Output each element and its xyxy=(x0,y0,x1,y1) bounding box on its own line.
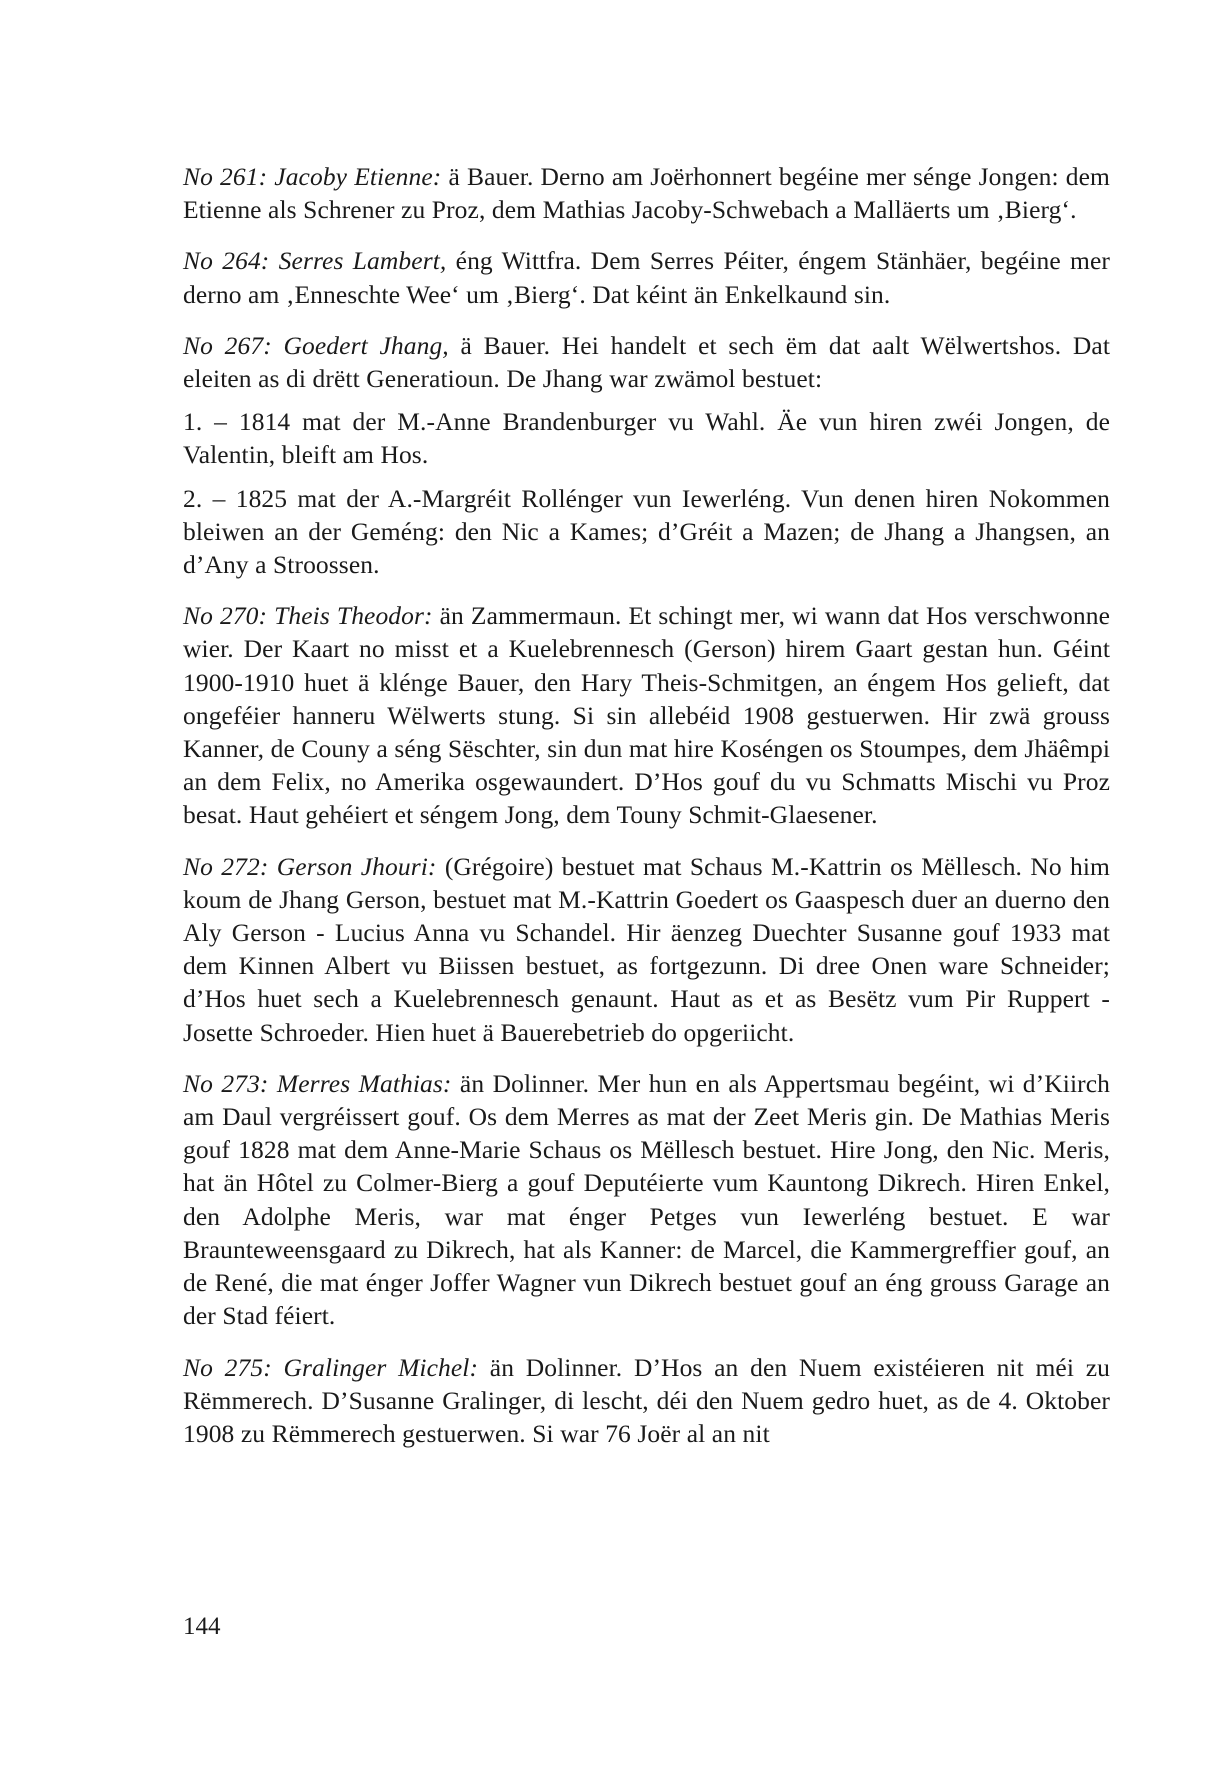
entry-heading: No 264: Serres Lambert, xyxy=(183,246,447,276)
entry-267 xyxy=(183,329,1110,395)
entry-text: (Grégoire) bestuet mat Schaus M.-Kattrin os Mëllesch. No him koum de Jhang Gerson, bestuet mat M.-Kattrin Goedert os Gaaspesch duer an duerno den Aly Gerson - Lucius Anna vu Schandel. Hir äenzeg Duechter Susanne gouf 1933 mat dem Kinnen Albert vu Biissen bestuet, as fortgezunn. Di dree Onen ware Schneider; d’Hos huet sech a Kuelebrennesch genaunt. Haut as et as Besëtz vum Pir Ruppert - Josette Schroeder. Hien huet ä Bauerebetrieb do opgeriicht. xyxy=(183,851,1110,1047)
entry-273 xyxy=(183,1067,1110,1333)
entry-heading: No 267: Goedert Jhang, xyxy=(183,330,449,360)
page-body xyxy=(183,160,1110,1468)
entry-heading: No 273: Merres Mathias: xyxy=(183,1068,452,1098)
entry-text: än Dolinner. Mer hun en als Appertsmau begéint, wi d’Kiirch am Daul vergréissert gouf. Os dem Merres as mat der Zeet Meris gin. De Mathias Meris gouf 1828 mat dem Anne-Marie Schaus os Mëllesch bestuet. Hire Jong, den Nic. Meris, hat än Hôtel zu Colmer-Bierg a gouf Deputéierte vum Kauntong Dikrech. Hiren Enkel, den Adolphe Meris, war mat énger Petges vun Iewerléng bestuet. E war Braunteweensgaard zu Dikrech, hat als Kanner: de Marcel, die Kammergreffier gouf, an de René, die mat énger Joffer Wagner vun Dikrech bestuet gouf an éng grouss Garage an der Stad féiert. xyxy=(183,1068,1110,1331)
entry-heading: No 272: Gerson Jhouri: xyxy=(183,851,437,881)
entry-heading: No 275: Gralinger Michel: xyxy=(183,1352,479,1382)
entry-heading: No 261: Jacoby Etienne: xyxy=(183,162,442,191)
entry-text: än Dolinner. D’Hos an den Nuem existéieren nit méi zu Rëmmerech. D’Susanne Gralinger, di lescht, déi den Nuem gedro huet, as de 4. Oktober 1908 zu Rëmmerech gestuerwen. Si war 76 Joër al an nit xyxy=(183,1352,1110,1448)
entry-text: éng Wittfra. Dem Serres Péiter, éngem Stänhäer, begéine mer derno am ‚Enneschte Wee‘ um ‚Bierg‘. Dat kéint än Enkelkaund sin. xyxy=(183,246,1110,309)
entry-text: än Zammermaun. Et schingt mer, wi wann dat Hos verschwonne wier. Der Kaart no misst et a Kuelebrennesch (Gerson) hirem Gaart gestan hun. Géint 1900-1910 huet ä klénge Bauer, den Hary Theis-Schmitgen, an éngem Hos gelieft, dat ongeféier hanneru Wëlwerts stung. Si sin allebéid 1908 gestuerwen. Hir zwä grouss Kanner, de Couny a séng Sëschter, sin dun mat hire Koséngen os Stoumpes, dem Jhäêmpi an dem Felix, no Amerika osgewaundert. D’Hos gouf du vu Schmatts Mischi vu Proz besat. Haut gehéiert et séngem Jong, dem Touny Schmit-Glaesener. xyxy=(183,601,1110,830)
entry-261 xyxy=(183,160,1110,226)
entry-text: ä Bauer. Hei handelt et sech ëm dat aalt Wëlwertshos. Dat eleiten as di drëtt Generatioun. De Jhang war zwämol bestuet: xyxy=(183,330,1111,394)
entry-heading: No 270: Theis Theodor: xyxy=(183,601,433,631)
entry-272 xyxy=(183,850,1110,1049)
entry-275 xyxy=(183,1351,1110,1451)
page-number: 144 xyxy=(183,1613,221,1640)
entry-264 xyxy=(183,244,1110,310)
entry-text: ä Bauer. Derno am Joërhonnert begéine mer sénge Jongen: dem Etienne als Schrener zu Proz, dem Mathias Jacoby-Schwebach a Malläerts um ‚Bierg‘. xyxy=(183,162,1110,225)
entry-270 xyxy=(183,599,1110,831)
list-item-text: 2. – 1825 mat der A.-Margréit Rollénger vun Iewerléng. Vun denen hiren Nokommen bleiwen an der Geméng: den Nic a Kames; d’Gréit a Mazen; de Jhang a Jhangsen, an d’Any a Stroossen. xyxy=(183,483,1110,580)
entry-267-list-item-2 xyxy=(183,482,1110,582)
entry-267-list-item-1 xyxy=(183,405,1110,471)
list-item-text: 1. – 1814 mat der M.-Anne Brandenburger vu Wahl. Äe vun hiren zwéi Jongen, de Valentin, bleift am Hos. xyxy=(183,407,1110,470)
